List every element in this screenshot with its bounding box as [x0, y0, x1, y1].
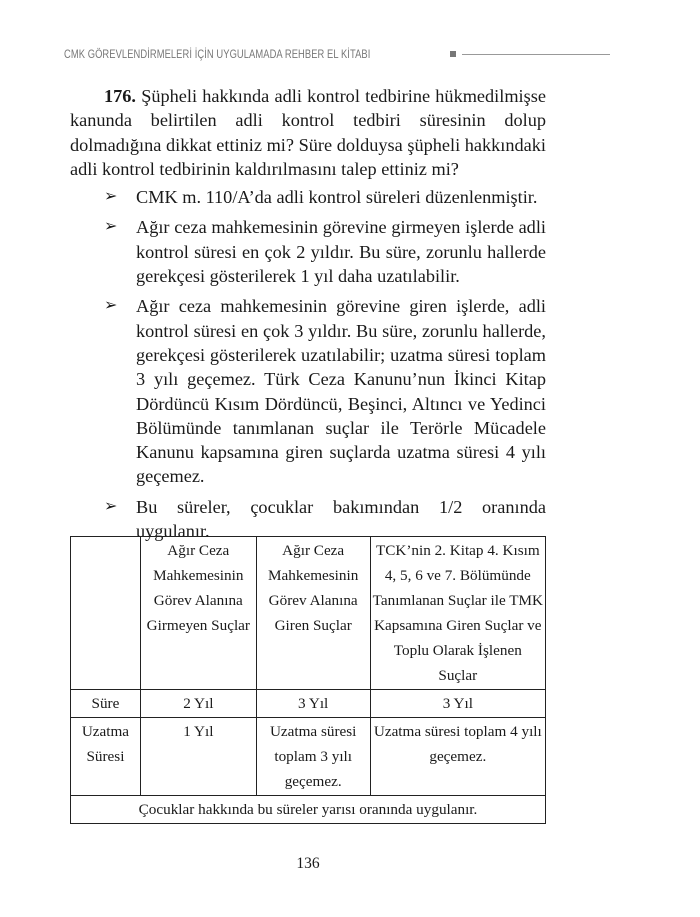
arrow-bullet-icon: ➢ [104, 218, 118, 236]
table-cell: 3 Yıl [370, 690, 545, 718]
arrow-bullet-icon: ➢ [104, 188, 118, 206]
duration-table [70, 536, 546, 824]
main-content [70, 84, 546, 549]
bullet-text: Ağır ceza mahkemesinin görevine girmeyen işlerde adli kontrol süresi en çok 2 yıldır. Bu süre, zorunlu hallerde gerekçesi gösterilerek 1 yıl daha uzatılabilir. [136, 217, 546, 287]
question-number: 176. [104, 86, 136, 106]
running-title: CMK GÖREVLENDİRMELERİ İÇİN UYGULAMADA REHBER EL KİTABI [64, 47, 371, 61]
bullet-text: CMK m. 110/A’da adli kontrol süreleri düzenlenmiştir. [136, 187, 538, 208]
page-number: 136 [296, 855, 320, 872]
table-header-cell: TCK’nin 2. Kitap 4. Kısım 4, 5, 6 ve 7. Bölümünde Tanımlanan Suçlar ile TMK Kapsamına Giren Suçlar ve Toplu Olarak İşlenen Suçlar [370, 537, 545, 690]
question-paragraph [70, 84, 546, 181]
question-text: Şüpheli hakkında adli kontrol tedbirine hükmedilmişse kanunda belirtilen adli kontrol tedbiri süresinin dolup dolmadığına dikkat ettiniz mi? Süre dolduysa şüpheli hakkındaki adli kontrol tedbirinin kaldırılmasını talep ettiniz mi? [70, 86, 546, 179]
table-header-cell: Ağır Ceza Mahkemesinin Görev Alanına Giren Suçlar [256, 537, 370, 690]
table-cell: Uzatma süresi toplam 4 yılı geçemez. [370, 718, 545, 796]
bullet-list [70, 185, 546, 543]
table-cell: Süre [71, 690, 141, 718]
arrow-bullet-icon: ➢ [104, 497, 118, 515]
table-header-row [71, 537, 546, 690]
table-cell: 1 Yıl [140, 718, 256, 796]
header-square-icon [450, 51, 456, 57]
running-header [64, 44, 548, 64]
table-cell: Uzatma Süresi [71, 718, 141, 796]
table-cell: 2 Yıl [140, 690, 256, 718]
table-row [71, 718, 546, 796]
list-item [70, 294, 546, 488]
table-row [71, 690, 546, 718]
header-rule [462, 54, 610, 55]
table-footer-cell: Çocuklar hakkında bu süreler yarısı oranında uygulanır. [71, 796, 546, 824]
table-cell: Uzatma süresi toplam 3 yılı geçemez. [256, 718, 370, 796]
table-header-cell: Ağır Ceza Mahkemesinin Görev Alanına Girmeyen Suçlar [140, 537, 256, 690]
list-item [70, 185, 546, 209]
list-item [70, 215, 546, 288]
arrow-bullet-icon: ➢ [104, 297, 118, 315]
bullet-text: Ağır ceza mahkemesinin görevine giren işlerde, adli kontrol süresi en çok 3 yıldır. Bu süre, zorunlu hallerde, gerekçesi gösterilerek uzatılabilir; uzatma süresi toplam 3 yılı geçemez. Türk Ceza Kanunu’nun İkinci Kitap Dördüncü Kısım Dördüncü, Beşinci, Altıncı ve Yedinci Bölümünde tanımlanan suçlar ile Terörle Mücadele Kanunu kapsamına giren suçlarda uzatma süresi 4 yılı geçemez. [136, 296, 546, 487]
table-header-cell [71, 537, 141, 690]
table-cell: 3 Yıl [256, 690, 370, 718]
table-footer-row [71, 796, 546, 824]
bullet-text: Bu süreler, çocuklar bakımından 1/2 oranında uygulanır. [136, 496, 546, 542]
